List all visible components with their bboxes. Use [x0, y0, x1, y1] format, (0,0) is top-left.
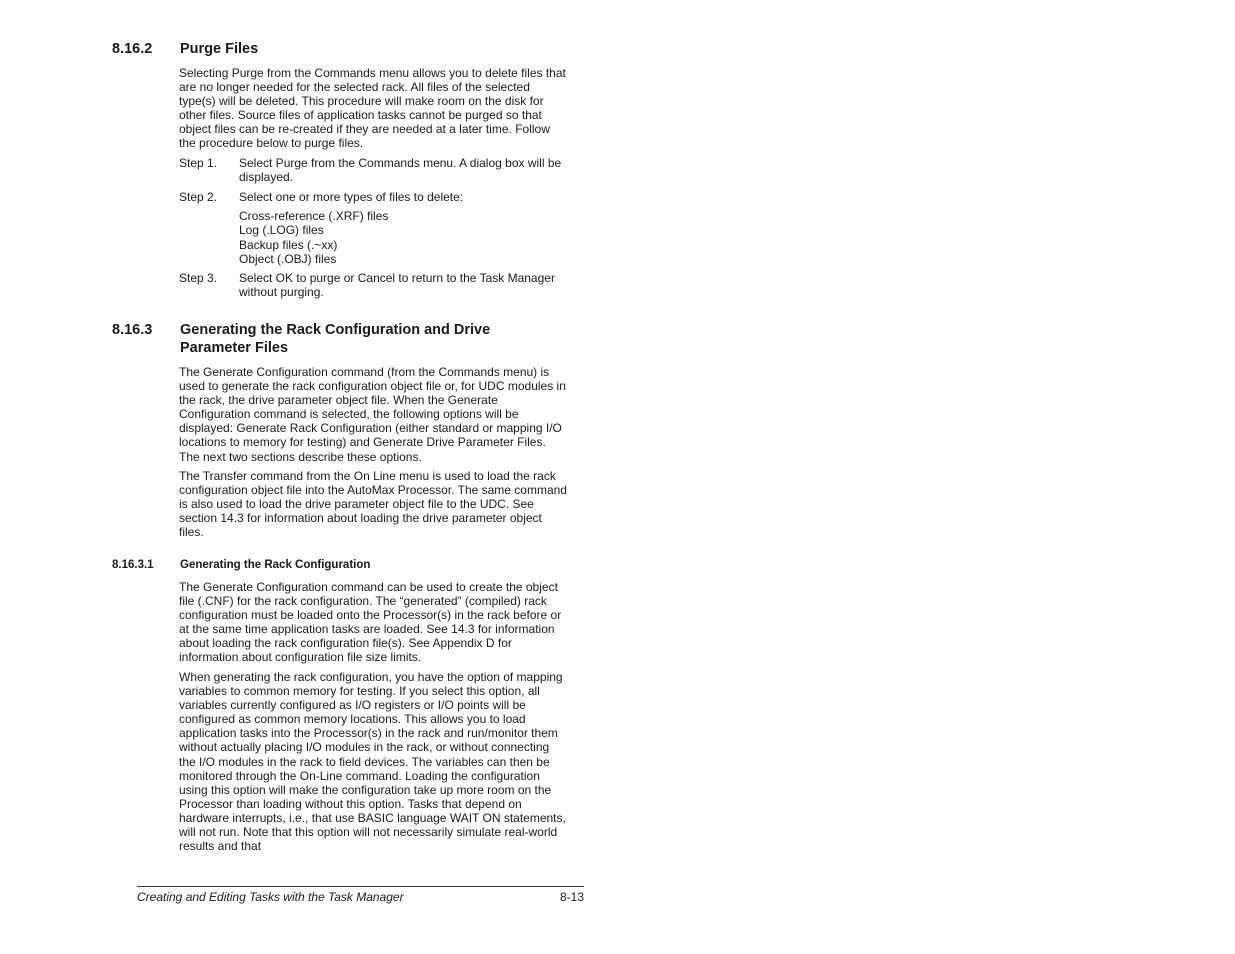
section-number: 8.16.3	[112, 322, 153, 338]
step-label: Step 3.	[179, 271, 218, 285]
mapping-option-paragraph: When generating the rack configuration, you have the option of mapping variables to common memory for testing. If you select this option, all variables currently configured as I/O registers or I/O points will be configured as common memory locations. This allows you to load application tasks into the Processor(s) in the rack and run/monitor them without actually placing I/O modules in the rack, or without connecting the I/O modules in the rack to field devices. The variables can then be monitored through the On-Line command. Loading the configuration using this option will make the configuration take up more room on the Processor than loading without this option. Tasks that depend on hardware interrupts, i.e., that use BASIC language WAIT ON statements, will not run. Note that this option will not necessarily simulate real-world results and that	[179, 670, 566, 854]
file-type-item: Object (.OBJ) files	[239, 252, 337, 267]
transfer-command-paragraph: The Transfer command from the On Line menu is used to load the rack configuration object file into the AutoMax Processor. The same command is also used to load the drive parameter object file to the UDC. See section 14.3 for information about loading the drive parameter object files.	[179, 469, 567, 540]
step-text: Select OK to purge or Cancel to return to the Task Manager without purging.	[239, 271, 555, 300]
step-2	[179, 190, 569, 204]
step-label: Step 2.	[179, 190, 218, 204]
section-heading-8-16-3	[112, 321, 582, 357]
section-number: 8.16.3.1	[112, 559, 154, 571]
step-label: Step 1.	[179, 156, 218, 170]
section-number: 8.16.2	[112, 41, 153, 57]
step-3	[179, 271, 569, 299]
step-text: Select one or more types of files to delete:	[239, 190, 464, 204]
footer-page-number: 8-13	[559, 890, 584, 904]
footer-chapter-title: Creating and Editing Tasks with the Task Manager	[137, 890, 404, 904]
section-title: Purge Files	[180, 41, 259, 57]
section-title: Generating the Rack Configuration and Drive Parameter Files	[180, 322, 491, 356]
file-type-item: Cross-reference (.XRF) files	[239, 209, 389, 223]
cnf-object-file-paragraph: The Generate Configuration command can be used to create the object file (.CNF) for the rack configuration. The “generated” (compiled) rack configuration must be loaded onto the Processor(s) in the rack before or at the same time application tasks are loaded. See 14.3 for information about loading the rack configuration file(s). See Appendix D for information about configuration file size limits.	[179, 580, 562, 665]
section-heading-8-16-2	[112, 40, 582, 58]
file-type-item: Log (.LOG) files	[239, 223, 324, 238]
footer-divider	[137, 886, 584, 887]
step-text: Select Purge from the Commands menu. A dialog box will be displayed.	[239, 156, 562, 185]
generate-config-paragraph: The Generate Configuration command (from the Commands menu) is used to generate the rack configuration object file or, for UDC modules in the rack, the drive parameter object file. When the Generate Configuration command is selected, the following options will be displayed: Generate Rack Configuration (either standard or mapping I/O locations to memory for testing) and Generate Drive Parameter Files. The next two sections describe these options.	[179, 365, 566, 464]
purge-intro-paragraph: Selecting Purge from the Commands menu allows you to delete files that are no longer needed for the selected rack. All files of the selected type(s) will be deleted. This procedure will make room on the disk for other files. Source files of application tasks cannot be purged so that object files can be re-created if they are needed at a later time. Follow the procedure below to purge files.	[179, 66, 566, 151]
file-type-list	[239, 209, 569, 267]
file-type-item: Backup files (.~xx)	[239, 237, 338, 252]
step-1	[179, 156, 569, 184]
section-heading-8-16-3-1	[112, 558, 582, 572]
section-title: Generating the Rack Configuration	[180, 559, 371, 571]
